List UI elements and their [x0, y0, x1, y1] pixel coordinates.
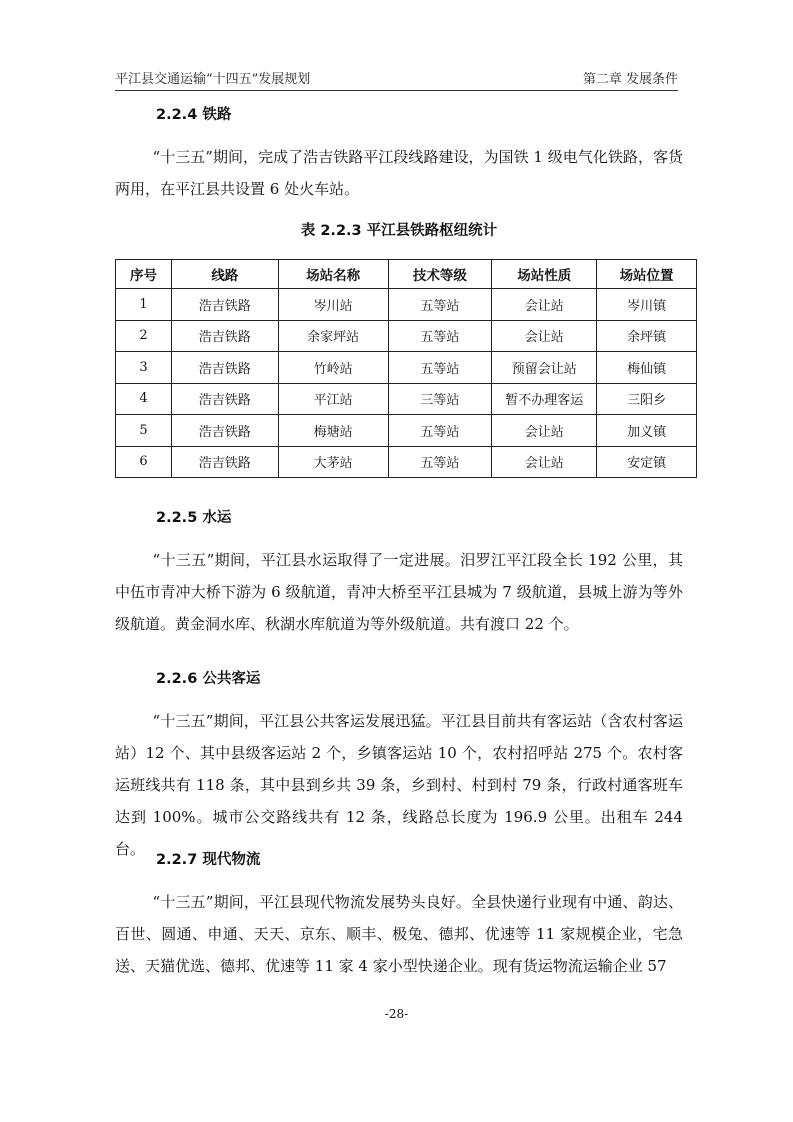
cell-index: 3	[116, 352, 172, 384]
cell-grade: 五等站	[388, 320, 492, 352]
cell-station: 竹岭站	[278, 352, 388, 384]
cell-location: 安定镇	[597, 446, 697, 478]
cell-index: 4	[116, 383, 172, 415]
heading-water: 2.2.5 水运	[156, 510, 232, 526]
col-header-index: 序号	[116, 260, 172, 289]
cell-type: 预留会让站	[492, 352, 597, 384]
cell-line: 浩吉铁路	[171, 415, 278, 447]
heading-logistics: 2.2.7 现代物流	[156, 852, 261, 868]
cell-line: 浩吉铁路	[171, 320, 278, 352]
cell-line: 浩吉铁路	[171, 352, 278, 384]
cell-type: 会让站	[492, 320, 597, 352]
cell-grade: 五等站	[388, 415, 492, 447]
cell-line: 浩吉铁路	[171, 446, 278, 478]
cell-line: 浩吉铁路	[171, 383, 278, 415]
page-number: -28-	[384, 1007, 409, 1021]
cell-station: 大茅站	[278, 446, 388, 478]
paragraph-transit: “十三五”期间，平江县公共客运发展迅猛。平江县目前共有客运站（含农村客运站）12 个、其中县级客运站 2 个，乡镇客运站 10 个，农村招呼站 275 个。农村客运班线共有 118 条，其中县到乡共 39 条，乡到村、村到村 79 条，行政村通客班车达到 100%。城市公交路线共有 12 条，线路总长度为 196.9 公里。出租车 244 台。	[115, 712, 683, 858]
cell-type: 暂不办理客运	[492, 383, 597, 415]
cell-grade: 五等站	[388, 289, 492, 321]
table-row	[116, 415, 697, 447]
cell-type: 会让站	[492, 446, 597, 478]
table-row	[116, 446, 697, 478]
paragraph-railway: “十三五”期间，完成了浩吉铁路平江段线路建设，为国铁 1 级电气化铁路，客货两用，在平江县共设置 6 处火车站。	[115, 148, 683, 198]
col-header-line: 线路	[171, 260, 278, 289]
cell-station: 余家坪站	[278, 320, 388, 352]
cell-index: 2	[116, 320, 172, 352]
cell-location: 梅仙镇	[597, 352, 697, 384]
col-header-grade: 技术等级	[388, 260, 492, 289]
col-header-type: 场站性质	[492, 260, 597, 289]
header-title: 平江县交通运输“十四五”发展规划	[115, 72, 311, 87]
table-row	[116, 383, 697, 415]
paragraph-logistics: “十三五”期间，平江县现代物流发展势头良好。全县快递行业现有中通、韵达、百世、圆通、申通、天天、京东、顺丰、极兔、德邦、优速等 11 家规模企业，宅急送、天猫优选、德邦、优速等 11 家 4 家小型快递企业。现有货运物流运输企业 57	[115, 893, 683, 975]
paragraph-water: “十三五”期间，平江县水运取得了一定进展。汨罗江平江段全长 192 公里，其中伍市青冲大桥下游为 6 级航道，青冲大桥至平江县城为 7 级航道，县城上游为等外级航道。黄金洞水库、秋湖水库航道为等外级航道。共有渡口 22 个。	[115, 551, 683, 633]
cell-location: 加义镇	[597, 415, 697, 447]
col-header-location: 场站位置	[597, 260, 697, 289]
table-row	[116, 352, 697, 384]
heading-railway: 2.2.4 铁路	[156, 107, 232, 123]
cell-station: 岑川站	[278, 289, 388, 321]
cell-station: 平江站	[278, 383, 388, 415]
cell-location: 岑川镇	[597, 289, 697, 321]
table-caption: 表 2.2.3 平江县铁路枢纽统计	[300, 223, 498, 239]
cell-grade: 五等站	[388, 446, 492, 478]
cell-location: 三阳乡	[597, 383, 697, 415]
cell-type: 会让站	[492, 289, 597, 321]
cell-station: 梅塘站	[278, 415, 388, 447]
table-row	[116, 289, 697, 321]
heading-transit: 2.2.6 公共客运	[156, 671, 261, 687]
table-header-row	[116, 260, 697, 289]
cell-type: 会让站	[492, 415, 597, 447]
railway-hub-table	[115, 259, 697, 478]
table-row	[116, 320, 697, 352]
col-header-station: 场站名称	[278, 260, 388, 289]
cell-location: 余坪镇	[597, 320, 697, 352]
cell-index: 5	[116, 415, 172, 447]
cell-grade: 五等站	[388, 352, 492, 384]
running-header	[115, 66, 678, 91]
header-chapter: 第二章 发展条件	[582, 72, 678, 87]
cell-line: 浩吉铁路	[171, 289, 278, 321]
cell-index: 6	[116, 446, 172, 478]
cell-grade: 三等站	[388, 383, 492, 415]
cell-index: 1	[116, 289, 172, 321]
